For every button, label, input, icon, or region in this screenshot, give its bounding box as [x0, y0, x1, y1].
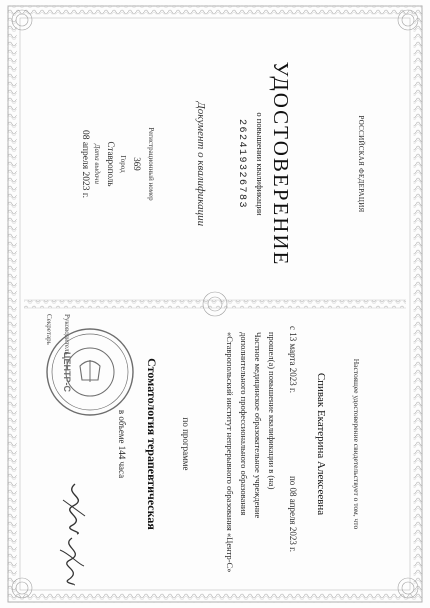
city-value: Ставрополь [106, 141, 116, 187]
holder-name: Спивак Екатерина Алексеевна [315, 372, 327, 516]
organization-line-1: Частное медицинское образовательное учреждение [253, 332, 263, 519]
issue-date-label: Дата выдачи [93, 144, 101, 184]
program-hours: в объеме 144 часа [117, 409, 127, 479]
certificate-number: 262419326783 [236, 118, 247, 209]
signature-label-director: Руководитель [63, 314, 71, 355]
date-to: по 08 апреля 2023 г. [288, 475, 298, 552]
passed-text: прошел(а) повышение квалификации в (на) [267, 332, 277, 490]
signature-label-secretary: Секретарь [45, 314, 53, 345]
date-from: с 13 марта 2023 г. [288, 326, 298, 393]
city-label: Город [119, 155, 127, 173]
intro-text: Настоящее удостоверение свидетельствует о том, что [352, 358, 361, 530]
certificate-right-page [25, 304, 405, 584]
stamp-text: ЦЕНТР-С [62, 351, 72, 393]
organization-line-2: дополнительного профессионального образования [239, 332, 249, 516]
document-kind: Документ о квалификации [195, 101, 207, 227]
issue-date: 08 апреля 2023 г. [80, 129, 90, 199]
program-name: Стоматология терапевтическая [145, 358, 159, 530]
registration-label: Регистрационный номер [147, 127, 155, 201]
certificate-sheet [25, 24, 405, 584]
by-program-label: по программе [181, 417, 191, 471]
registration-number: 369 [132, 157, 142, 171]
certificate-title: УДОСТОВЕРЕНИЕ [269, 61, 293, 267]
country-name: РОССИЙСКАЯ ФЕДЕРАЦИЯ [357, 115, 365, 213]
certificate-subtitle: о повышении квалификации [255, 112, 265, 216]
certificate-left-page [25, 24, 405, 304]
organization-line-3: «Ставропольский институт непрерывного образования «Центр-С» [225, 332, 235, 573]
